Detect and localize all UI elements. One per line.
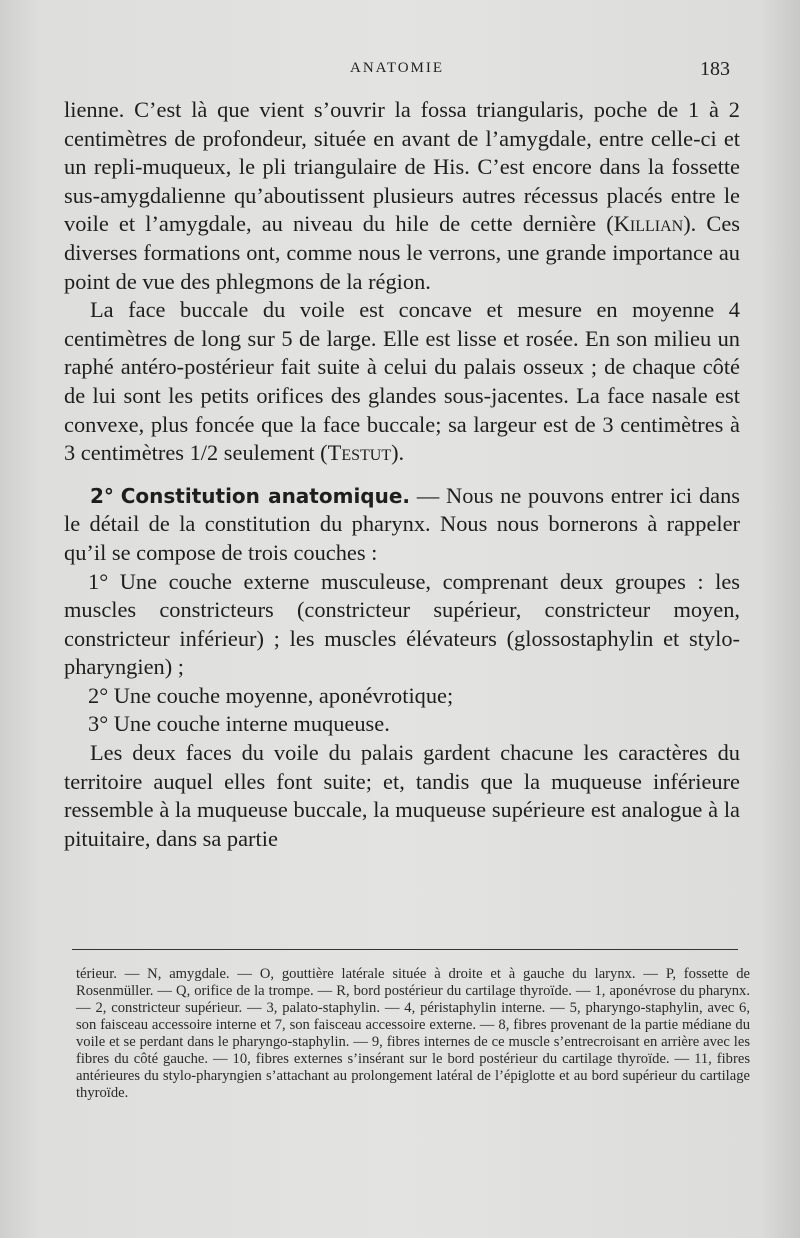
footnote-text: térieur. — N, amygdale. — O, gouttière latérale située à droite et à gauche du larynx. — P, fossette de Rosenmüller. — Q, orifice de la trompe. — R, bord postérieur du cartilage thyroïde. — 1, aponévrose du pharynx. — 2, constricteur supérieur. — 3, palato-staphylin. — 4, péristaphylin interne. — 5, pharyngo-staphylin, avec 6, son faisceau accessoire interne et 7, son faisceau accessoire externe. — 8, fibres provenant de la partie médiane du voile et se perdant dans le pharyngo-staphylin. — 9, fibres internes de ce muscle s’entrecroisant en arrière avec les fibres du côté gauche. — 10, fibres externes s’insérant sur le bord postérieur du cartilage thyroïde. — 11, fibres antérieures du stylo-pharyngien s’attachant au prolongement latéral de l’épiglotte et au bord supérieur du cartilage thyroïde. bbox=[76, 966, 750, 1101]
section-number: 2° bbox=[90, 483, 114, 508]
figure-legend-footnote bbox=[76, 966, 750, 1102]
running-title: ANATOMIE bbox=[350, 60, 445, 76]
list-item: 3° Une couche interne muqueuse. bbox=[88, 711, 390, 737]
paragraph-continuation bbox=[64, 96, 740, 296]
footnote-divider bbox=[72, 949, 738, 950]
paragraph-text: lienne. C’est là que vient s’ouvrir la fossa triangularis, poche de 1 à 2 centimètres de profondeur, située en avant de l’amygdale, entre celle-ci et un repli-muqueux, le pli triangulaire de His. C’est encore dans la fossette sus-amygdalienne qu’aboutissent plusieurs autres récessus placés entre le voile et l’amygdale, au niveau du hile de cette dernière ( bbox=[64, 97, 740, 237]
page-number: 183 bbox=[700, 58, 730, 80]
section-text: — Nous ne pouvons entrer ici dans le détail de la constitution du pharynx. Nous nous bornerons à rappeler qu’il se compose de trois couches : bbox=[64, 482, 740, 565]
paragraph-deux-faces: Les deux faces du voile du palais gardent chacune les caractères du territoire auquel elles font suite; et, tandis que la muqueuse inférieure ressemble à la muqueuse buccale, la muqueuse supérieure est analogue à la pituitaire, dans sa partie bbox=[64, 740, 740, 851]
list-item: 1° Une couche externe musculeuse, comprenant deux groupes : les muscles constricteurs (constricteur supérieur, constricteur moyen, constricteur inférieur) ; les muscles élévateurs (glossostaphylin et stylo-pharyngien) ; bbox=[64, 568, 740, 680]
paragraph-text: La face buccale du voile est concave et mesure en moyenne 4 centimètres de long sur 5 de large. Elle est lisse et rosée. En son milieu un raphé antéro-postérieur fait suite à celui du palais osseux ; de chaque côté de lui sont les petits orifices des glandes sous-jacentes. La face nasale est convexe, plus foncée que la face buccale; sa largeur est de 3 centimètres à 3 centimètres 1/2 seulement ( bbox=[64, 297, 740, 466]
author-citation: Testut bbox=[327, 440, 392, 466]
page-header bbox=[0, 58, 800, 88]
paragraph-text-end: ). bbox=[391, 440, 405, 466]
section-heading: Constitution anatomique. bbox=[120, 483, 411, 508]
author-citation: Killian bbox=[613, 211, 684, 237]
paragraph-text-end: ). Ces diverses formations ont, comme nous le verrons, une grande importance au point de vue des phlegmons de la région. bbox=[64, 211, 740, 294]
section-constitution bbox=[64, 482, 740, 568]
paragraph-face-buccale bbox=[64, 296, 740, 468]
body-text bbox=[64, 96, 740, 853]
list-item: 2° Une couche moyenne, aponévrotique; bbox=[88, 682, 454, 708]
